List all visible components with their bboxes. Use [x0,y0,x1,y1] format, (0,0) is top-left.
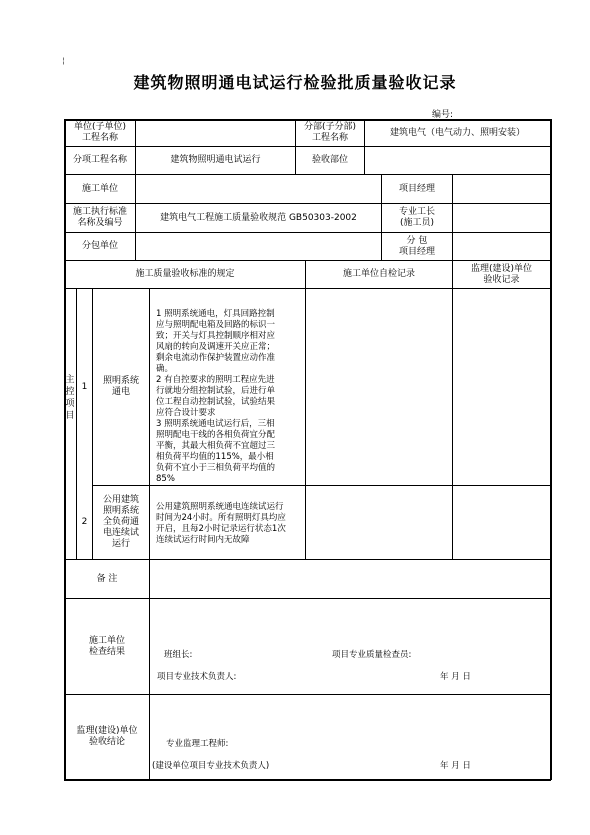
sub-project-manager-label: 分 包 项目经理 [398,235,435,257]
item-1-number: 1 [81,381,88,392]
team-leader-label: 班组长: [164,650,193,660]
remarks-field[interactable] [150,560,550,598]
inspection-part-field[interactable] [365,147,550,174]
foreman-field[interactable] [453,204,550,232]
supervisor-date-label: 年 月 日 [440,761,471,771]
construction-unit-label: 施工单位 [81,183,118,194]
subdivision-name-value: 建筑电气（电气动力、照明安装） [389,127,525,138]
supervisor-column-header: 监理(建设)单位 验收记录 [470,263,533,285]
page-title: 建筑物照明通电试运行检验批质量验收记录 [133,73,457,92]
execution-standard-label: 施工执行标准 名称及编号 [72,207,127,228]
item-2-name: 公用建筑 照明系统 全负荷通 电连续试 运行 [102,495,139,549]
corner-mark: ¦ [62,56,65,65]
construction-date-label: 年 月 日 [440,672,471,682]
owner-technical-lead-label: (建设单位项目专业技术负责人) [152,761,270,771]
record-number-label: 编号: [432,110,454,120]
item-project-name-label: 分项工程名称 [72,155,127,165]
item-2-supervisor-cell[interactable] [453,486,550,559]
foreman-label: 专业工长 (施工员) [398,207,435,228]
item-2-requirements: 公用建筑照明系统通电连续试运行 时间为24小时。所有照明灯具均应 开启，且每2小时记录运行状态1次 连续试运行时间内无故障 [156,502,286,545]
item-2-self-check-cell[interactable] [306,486,452,559]
item-1-name: 照明系统 通电 [102,376,139,397]
main-control-items-label: 主 控 项 目 [65,375,75,421]
inspection-part-label: 验收部位 [311,155,348,165]
subdivision-name-label: 分部(子分部) 工程名称 [303,122,357,143]
item-1-self-check-cell[interactable] [306,289,452,485]
self-check-column-header: 施工单位自检记录 [342,269,415,279]
item-1-requirements: 1 照明系统通电，灯具回路控制 应与照明配电箱及回路的标识一 致；开关与灯具控制顺序相对应 风扇的转向及调速开关应正常； 剩余电流动作保护装置应动作准 确。 2 有自控要求的照明工程应先进 行就地分组控制试验，后进行单 位工程自动控制试验，试验结果 应符合设计要求 3 照明系统通电试运行后，三相 照明配电干线的各相负荷宜分配 平衡，其最大相负荷不宜超过三 相负荷平均值的115%，最小相 负荷不宜小于三相负荷平均值的 85% [156,309,276,484]
subcontractor-field[interactable] [136,233,381,260]
unit-project-name-field[interactable] [136,120,295,146]
technical-lead-label: 项目专业技术负责人: [157,672,237,682]
quality-inspector-label: 项目专业质量检查员: [332,650,412,660]
item-2-number: 2 [81,517,88,527]
construction-check-result-label: 施工单位 检查结果 [88,635,125,657]
project-manager-field[interactable] [453,175,550,203]
supervising-engineer-label: 专业监理工程师: [166,739,229,749]
supervisor-conclusion-label: 监理(建设)单位 验收结论 [76,726,138,747]
sub-project-manager-field[interactable] [453,233,550,260]
item-project-name-value: 建筑物照明通电试运行 [170,155,261,165]
execution-standard-value: 建筑电气工程施工质量验收规范 GB50303-2002 [160,212,357,223]
item-1-supervisor-cell[interactable] [453,289,550,485]
project-manager-label: 项目经理 [398,183,435,194]
construction-unit-field[interactable] [136,175,381,203]
remarks-label: 备 注 [96,573,118,584]
unit-project-name-label: 单位(子单位) 工程名称 [73,122,127,143]
subcontractor-label: 分包单位 [81,241,118,251]
standard-column-header: 施工质量验收标准的规定 [135,269,235,279]
